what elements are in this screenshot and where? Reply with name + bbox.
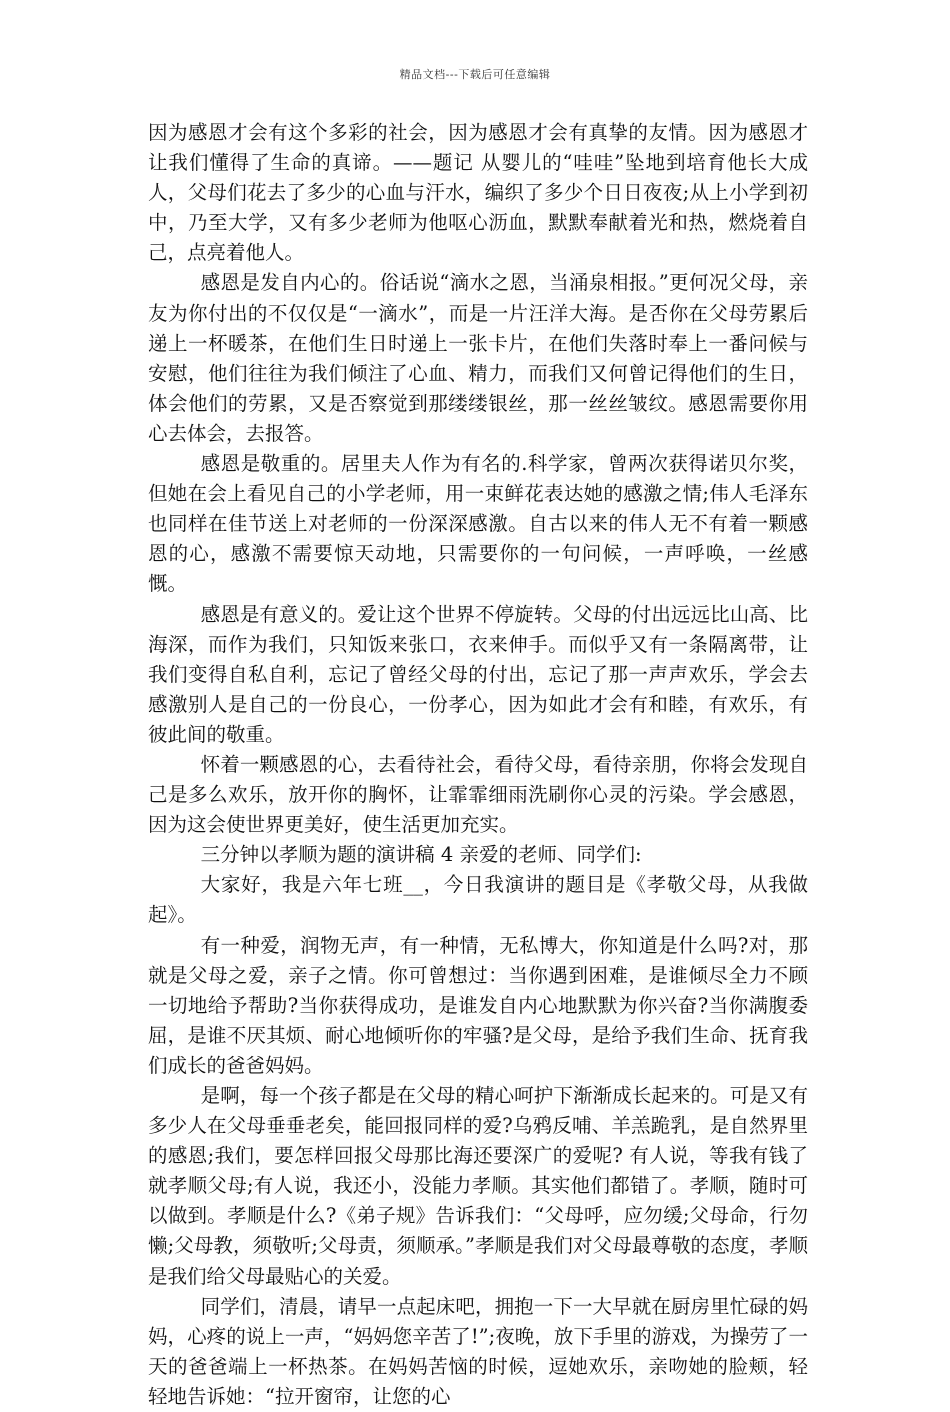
paragraph-greeting: 大家好，我是六年七班__，今日我演讲的题目是《孝敬父母，从我做起》。 — [148, 873, 808, 927]
paragraph-gratitude-respect: 感恩是敬重的。居里夫人作为有名的.科学家，曾两次获得诺贝尔奖，但她在会上看见自己的小学老师，用一束鲜花表达她的感激之情;伟人毛泽东也同样在佳节送上对老师的一份深深感激。自古以来的伟人无不有着一颗感恩的心，感激不需要惊天动地，只需要你的一句问候，一声呼唤，一丝感慨。 — [148, 452, 808, 596]
paragraph-parental-love: 有一种爱，润物无声，有一种情，无私博大，你知道是什么吗?对，那就是父母之爱，亲子之情。你可曾想过：当你遇到困难，是谁倾尽全力不顾一切地给予帮助?当你获得成功，是谁发自内心地默默为你兴奋?当你满腹委屈，是谁不厌其烦、耐心地倾听你的牢骚?是父母，是给予我们生命、抚育我们成长的爸爸妈妈。 — [148, 933, 808, 1077]
paragraph-epigraph: 因为感恩才会有这个多彩的社会，因为感恩才会有真挚的友情。因为感恩才让我们懂得了生命的真谛。——题记 从婴儿的“哇哇”坠地到培育他长大成人，父母们花去了多少的心血与汗水，编织了多少个日日夜夜;从上小学到初中，乃至大学，又有多少老师为他呕心沥血，默默奉献着光和热，燃烧着自己，点亮着他人。 — [148, 121, 808, 265]
paragraph-gratitude-from-heart: 感恩是发自内心的。俗话说“滴水之恩，当涌泉相报。”更何况父母，亲友为你付出的不仅仅是“一滴水”，而是一片汪洋大海。是否你在父母劳累后递上一杯暖茶，在他们生日时递上一张卡片，在他们失落时奉上一番问候与安慰，他们往往为我们倾注了心血、精力，而我们又何曾记得他们的生日，体会他们的劳累，又是否察觉到那缕缕银丝，那一丝丝皱纹。感恩需要你用心去体会，去报答。 — [148, 271, 808, 445]
paragraph-speech-title: 三分钟以孝顺为题的演讲稿 4 亲爱的老师、同学们: — [200, 843, 642, 867]
paragraph-gratitude-meaning: 感恩是有意义的。爱让这个世界不停旋转。父母的付出远远比山高、比海深，而作为我们，只知饭来张口，衣来伸手。而似乎又有一条隔离带，让我们变得自私自利，忘记了曾经父母的付出，忘记了那一声声欢乐，学会去感激别人是自己的一份良心，一份孝心，因为如此才会有和睦，有欢乐，有彼此间的敬重。 — [148, 602, 808, 746]
page-header: 精品文档---下载后可任意编辑 — [399, 68, 551, 81]
paragraph-filial-piety: 是啊，每一个孩子都是在父母的精心呵护下渐渐成长起来的。可是又有多少人在父母垂垂老矣，能回报同样的爱?乌鸦反哺、羊羔跪乳，是自然界里的感恩;我们，要怎样回报父母那比海还要深广的爱呢? 有人说，等我有钱了就孝顺父母;有人说，我还小，没能力孝顺。其实他们都错了。孝顺，随时可以做到。孝顺是什么?《弟子规》告诉我们：“父母呼，应勿缓;父母命，行勿懒;父母教，须敬听;父母责，须顺承。”孝顺是我们对父母最尊敬的态度，孝顺是我们给父母最贴心的关爱。 — [148, 1084, 808, 1288]
paragraph-grateful-heart: 怀着一颗感恩的心，去看待社会，看待父母，看待亲朋，你将会发现自己是多么欢乐，放开你的胸怀，让霏霏细雨洗刷你心灵的污染。学会感恩，因为这会使世界更美好，使生活更加充实。 — [148, 752, 808, 837]
paragraph-call-to-action: 同学们，清晨，请早一点起床吧，拥抱一下一大早就在厨房里忙碌的妈妈，心疼的说上一声，“妈妈您辛苦了!”;夜晚，放下手里的游戏，为操劳了一天的爸爸端上一杯热茶。在妈妈苦恼的时候，逗她欢乐，亲吻她的脸颊，轻轻地告诉她：“拉开窗帘，让您的心 — [148, 1294, 808, 1408]
document-body — [148, 118, 808, 1412]
